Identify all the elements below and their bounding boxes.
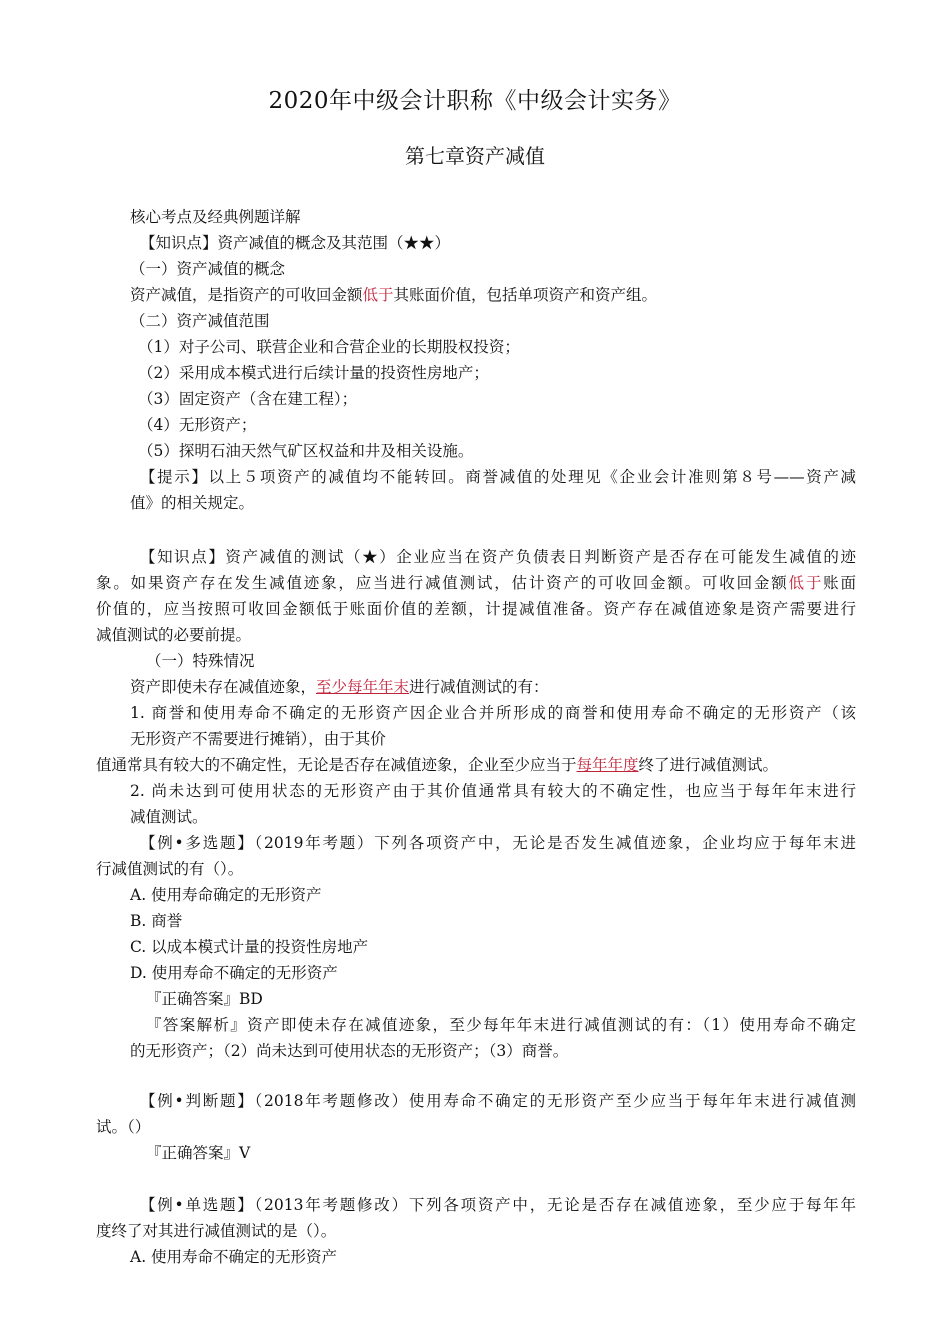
highlight-text: 至少每年年末 xyxy=(316,678,410,696)
tip-paragraph: 【提示】以上５项资产的减值均不能转回。商誉减值的处理见《企业会计准则第８号——资产减 xyxy=(140,468,856,486)
correct-answer: 『正确答案』V xyxy=(146,1144,251,1162)
paragraph-line: 1. 商誉和使用寿命不确定的无形资产因企业合并所形成的商誉和使用寿命不确定的无形资产（该 xyxy=(130,704,856,722)
text-run: 其账面价值，包括单项资产和资产组。 xyxy=(393,286,658,304)
section-heading: 核心考点及经典例题详解 xyxy=(130,208,301,226)
paragraph-line: 减值测试的必要前提。 xyxy=(96,626,252,644)
list-item: （4）无形资产； xyxy=(138,416,257,434)
list-item: （2）采用成本模式进行后续计量的投资性房地产； xyxy=(138,364,489,382)
subheading: （一）特殊情况 xyxy=(146,652,255,670)
text-run: 资产即使未存在减值迹象， xyxy=(130,678,317,696)
paragraph-line: 价值的，应当按照可收回金额低于账面价值的差额，计提减值准备。资产存在减值迹象是资产需要进行 xyxy=(96,600,856,618)
paragraph-line: 值》的相关规定。 xyxy=(130,494,255,512)
correct-answer: 『正确答案』BD xyxy=(146,990,263,1008)
question-stem: 行减值测试的有（）。 xyxy=(96,860,244,878)
option-d: D. 使用寿命不确定的无形资产 xyxy=(130,964,338,982)
knowledge-point-heading: 【知识点】资产减值的测试（★）企业应当在资产负债表日判断资产是否存在可能发生减值的迹 xyxy=(140,548,856,566)
answer-explanation: 『答案解析』资产即使未存在减值迹象，至少每年年末进行减值测试的有：（1）使用寿命不确定 xyxy=(146,1016,856,1034)
document-title: 2020年中级会计职称《中级会计实务》 xyxy=(268,88,682,114)
text-run: 终了进行减值测试。 xyxy=(638,756,779,774)
list-item: （1）对子公司、联营企业和合营企业的长期股权投资； xyxy=(138,338,520,356)
paragraph-line xyxy=(96,572,856,594)
list-item: （3）固定资产（含在建工程）； xyxy=(138,390,358,408)
question-stem: 【例•单选题】（2013年考题修改）下列各项资产中，无论是否存在减值迹象，至少应于每年年 xyxy=(140,1196,856,1214)
paragraph-line: 减值测试。 xyxy=(130,808,208,826)
text-run: 进行减值测试的有： xyxy=(409,678,549,696)
text-run: 账面 xyxy=(823,574,856,592)
question-stem: 试。（） xyxy=(96,1118,151,1136)
question-stem: 【例•判断题】（2018年考题修改）使用寿命不确定的无形资产至少应当于每年年末进行减值测 xyxy=(140,1092,856,1110)
text-run: 象。如果资产存在发生减值迹象，应当进行减值测试，估计资产的可收回金额。可收回金额 xyxy=(96,574,789,592)
option-a: A. 使用寿命确定的无形资产 xyxy=(130,886,322,904)
subheading: （二）资产减值范围 xyxy=(130,312,270,330)
question-stem: 度终了对其进行减值测试的是（）。 xyxy=(96,1222,337,1240)
highlight-text: 低于 xyxy=(362,286,394,304)
option-a: A. 使用寿命不确定的无形资产 xyxy=(130,1248,338,1266)
paragraph-line: 无形资产不需要进行摊销），由于其价 xyxy=(130,730,386,748)
option-c: C. 以成本模式计量的投资性房地产 xyxy=(130,938,369,956)
text-run: 值通常具有较大的不确定性，无论是否存在减值迹象，企业至少应当于 xyxy=(96,756,577,774)
text-run: 资产减值，是指资产的可收回金额 xyxy=(130,286,363,304)
highlight-text: 低于 xyxy=(788,574,824,592)
paragraph-line xyxy=(96,754,778,776)
list-item: （5）探明石油天然气矿区权益和井及相关设施。 xyxy=(138,442,474,460)
highlight-text: 每年年度 xyxy=(576,756,639,774)
answer-explanation: 的无形资产；（2）尚未达到可使用状态的无形资产；（3）商誉。 xyxy=(130,1042,569,1060)
option-b: B. 商誉 xyxy=(130,912,183,930)
chapter-title: 第七章资产减值 xyxy=(405,144,545,168)
paragraph-line: 2. 尚未达到可使用状态的无形资产由于其价值通常具有较大的不确定性，也应当于每年年末进行 xyxy=(130,782,856,800)
question-stem: 【例•多选题】（2019年考题）下列各项资产中，无论是否发生减值迹象，企业均应于每年末进 xyxy=(140,834,856,852)
paragraph-line xyxy=(130,676,549,698)
subheading: （一）资产减值的概念 xyxy=(130,260,286,278)
paragraph-line xyxy=(130,284,657,306)
knowledge-point-heading: 【知识点】资产减值的概念及其范围（★★） xyxy=(140,234,451,252)
